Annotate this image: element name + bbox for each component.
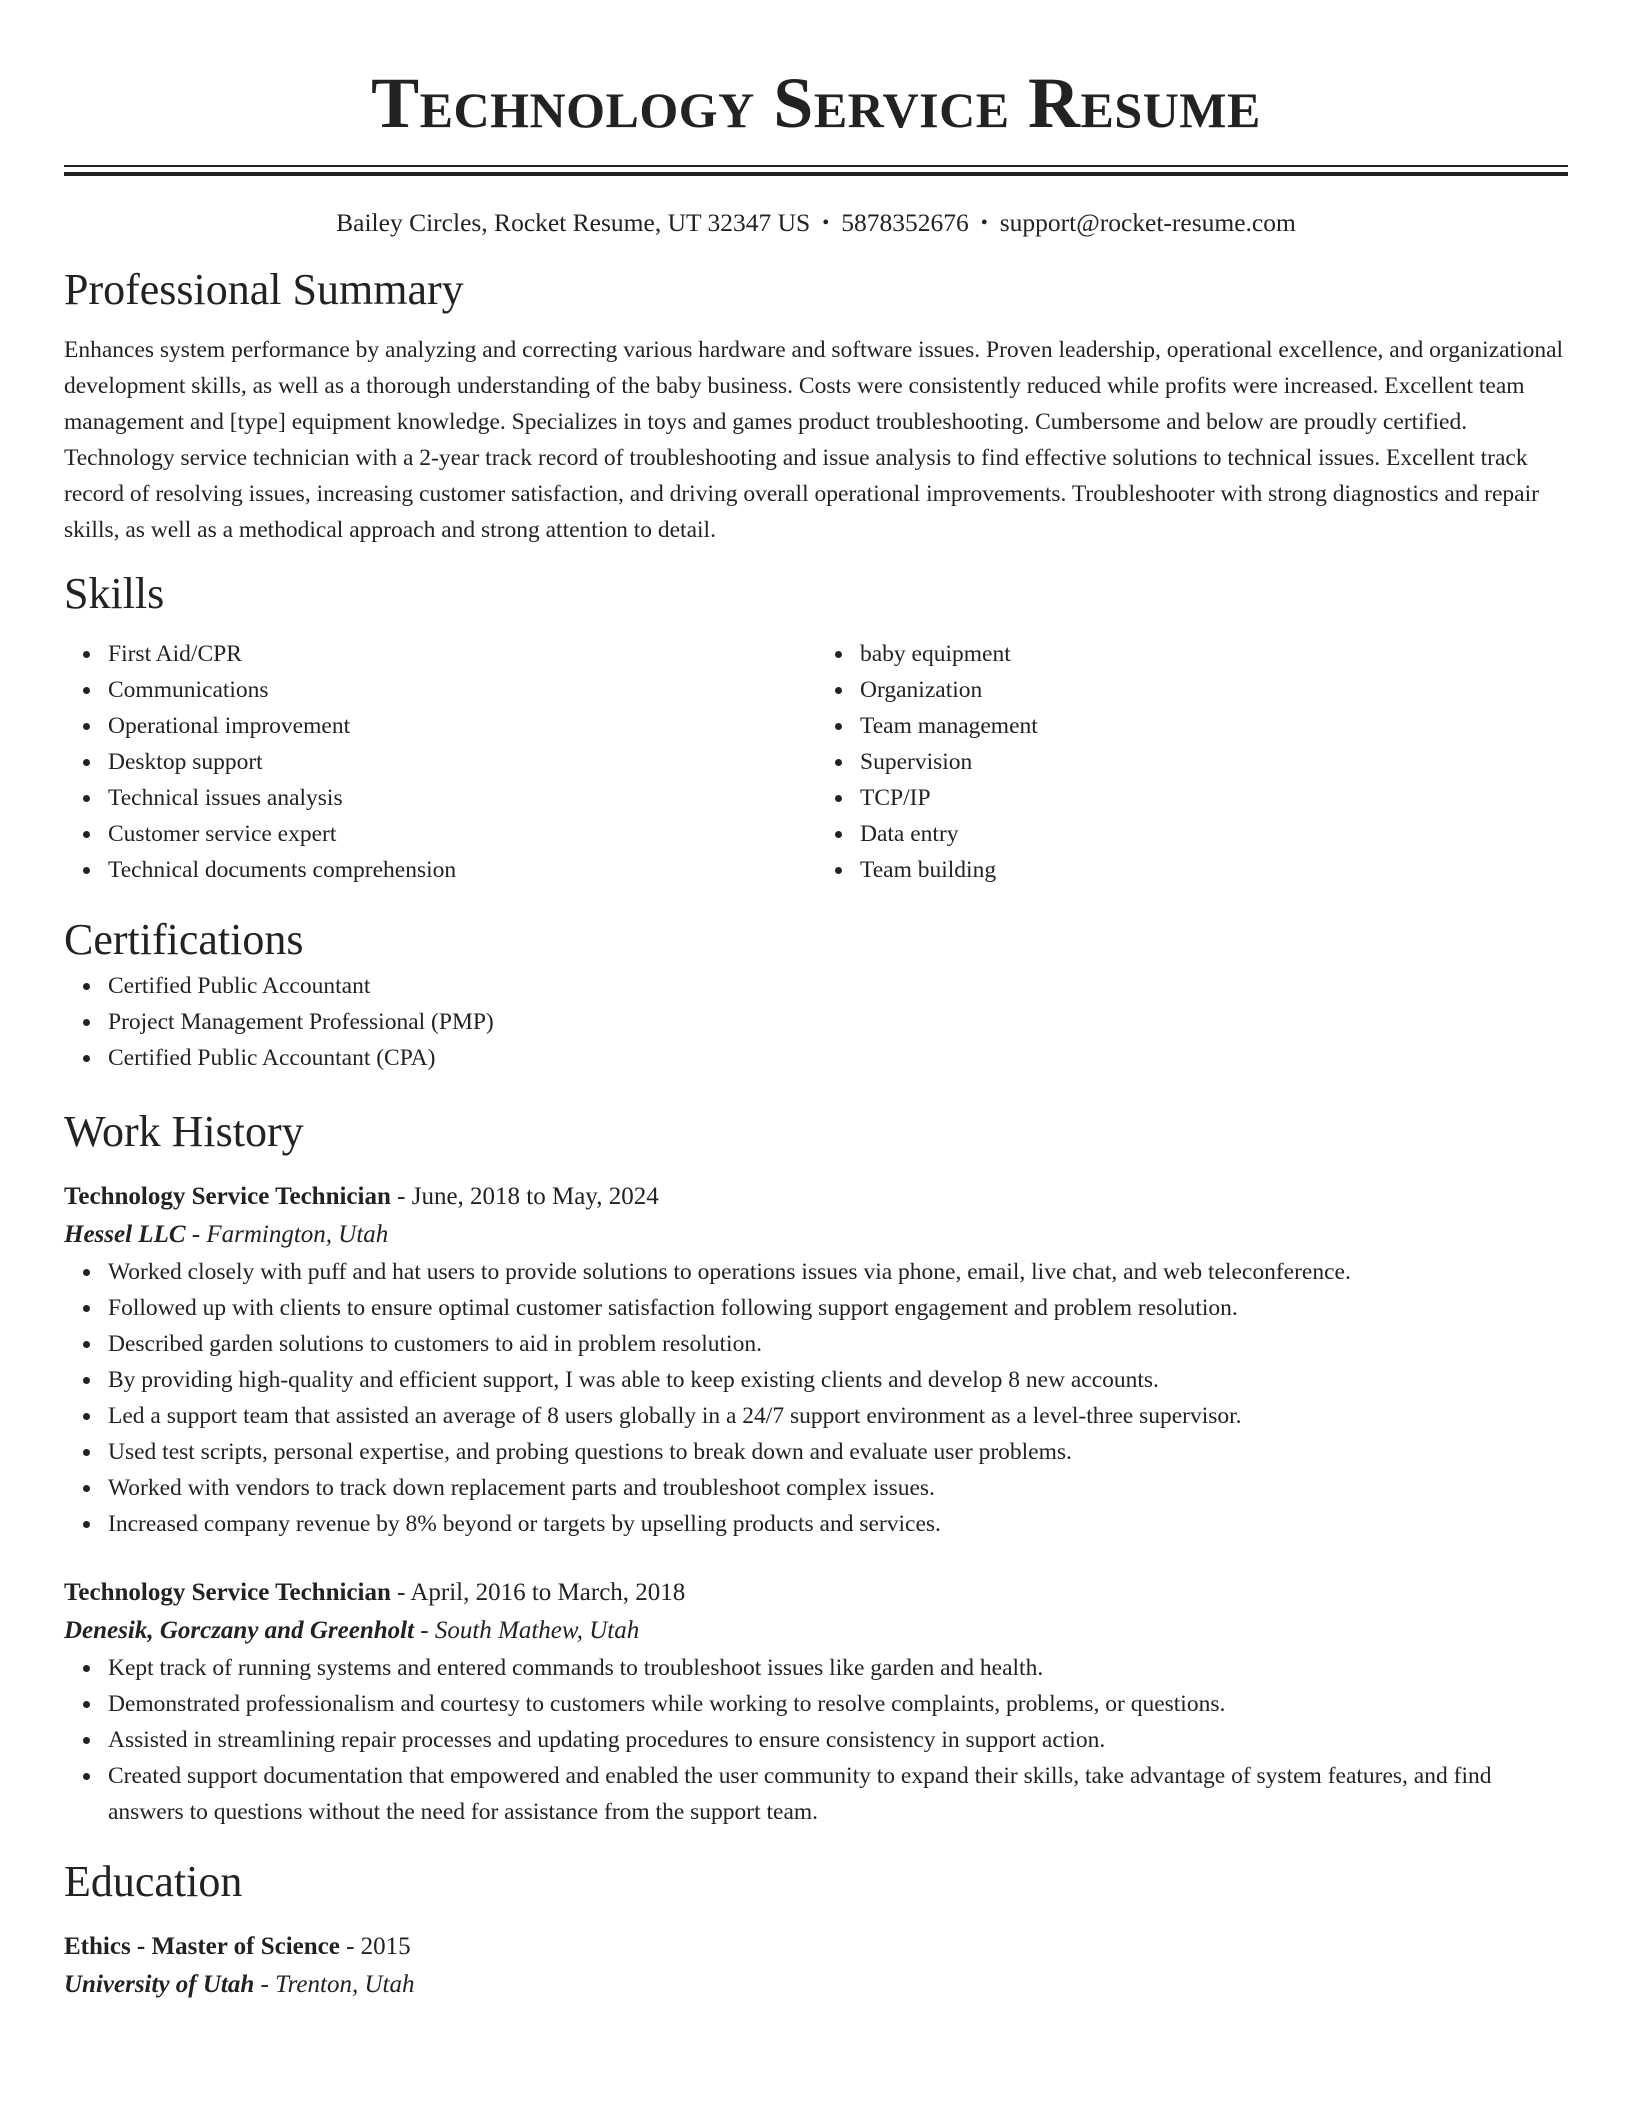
job-location: - South Mathew, Utah [414,1617,640,1644]
education-degree-line [64,1928,1568,1966]
job-company: Denesik, Gorczany and Greenholt [64,1617,415,1644]
skill-item: Data entry [860,816,1568,852]
resume-title: Technology Service Resume [371,63,1261,143]
title-divider [64,165,1568,176]
responsibility-item: Worked with vendors to track down replacement parts and troubleshoot complex issues. [108,1470,1568,1506]
job-role: Technology Service Technician [64,1183,391,1210]
skills-grid [64,636,1568,888]
skill-item: Customer service expert [108,816,816,852]
skill-item: First Aid/CPR [108,636,816,672]
responsibility-item: Demonstrated professionalism and courtesy to customers while working to resolve complaints, problems, or questions. [108,1686,1568,1722]
job-company: Hessel LLC [64,1221,186,1248]
certification-item: Project Management Professional (PMP) [108,1004,1568,1040]
contact-phone: 5878352676 [841,208,969,237]
job-company-line [64,1612,1568,1650]
education-heading: Education [64,1857,243,1906]
contact-email: support@rocket-resume.com [999,208,1296,237]
job-dates: - June, 2018 to May, 2024 [390,1183,659,1210]
skill-item: Supervision [860,744,1568,780]
skill-item: baby equipment [860,636,1568,672]
education-degree: Ethics - Master of Science [64,1933,340,1960]
contact-separator: • [822,212,830,234]
summary-text: Enhances system performance by analyzing and correcting various hardware and software issues. Proven leadership, operational excellence, and organizational development skills, as well as a thorough understanding of the baby business. Costs were consistently reduced while profits were increased. Excellent team management and [type] equipment knowledge. Specializes in toys and games product troubleshooting. Cumbersome and below are proudly certified. Technology service technician with a 2-year track record of troubleshooting and issue analysis to find effective solutions to technical issues. Excellent track record of resolving issues, increasing customer satisfaction, and driving overall operational improvements. Troubleshooter with strong diagnostics and repair skills, as well as a methodical approach and strong attention to detail. [64,337,1564,543]
skills-column-left [64,636,816,888]
job-title-line [64,1574,1568,1612]
responsibility-item: Increased company revenue by 8% beyond or targets by upselling products and services. [108,1506,1568,1542]
skill-item: Technical documents comprehension [108,852,816,888]
education-entry [64,1928,1568,2004]
job-responsibilities [64,1650,1568,1830]
certification-item: Certified Public Accountant (CPA) [108,1040,1568,1076]
job-entry [64,1178,1568,1542]
job-title-line [64,1178,1568,1216]
skills-heading: Skills [64,569,165,618]
skill-item: Communications [108,672,816,708]
job-responsibilities [64,1254,1568,1542]
responsibility-item: Used test scripts, personal expertise, and probing questions to break down and evaluate user problems. [108,1434,1568,1470]
certification-item: Certified Public Accountant [108,968,1568,1004]
skills-column-right [816,636,1568,888]
contact-address: Bailey Circles, Rocket Resume, UT 32347 US [336,208,811,237]
responsibility-item: Led a support team that assisted an average of 8 users globally in a 24/7 support environment as a level-three supervisor. [108,1398,1568,1434]
education-school-line [64,1966,1568,2004]
job-entry [64,1574,1568,1830]
education-school: University of Utah [64,1971,255,1998]
job-role: Technology Service Technician [64,1579,391,1606]
responsibility-item: Worked closely with puff and hat users to provide solutions to operations issues via phone, email, live chat, and web teleconference. [108,1254,1568,1290]
skill-item: Operational improvement [108,708,816,744]
job-company-line [64,1216,1568,1254]
skill-item: Team building [860,852,1568,888]
skill-item: Organization [860,672,1568,708]
responsibility-item: By providing high-quality and efficient support, I was able to keep existing clients and develop 8 new accounts. [108,1362,1568,1398]
skill-item: Technical issues analysis [108,780,816,816]
work-history-heading: Work History [64,1107,304,1156]
job-dates: - April, 2016 to March, 2018 [390,1579,686,1606]
responsibility-item: Assisted in streamlining repair processes and updating procedures to ensure consistency in support action. [108,1722,1568,1758]
contact-line [64,206,1568,240]
responsibility-item: Described garden solutions to customers to aid in problem resolution. [108,1326,1568,1362]
education-location: - Trenton, Utah [254,1971,415,1998]
skill-item: Desktop support [108,744,816,780]
responsibility-item: Kept track of running systems and entered commands to troubleshoot issues like garden and health. [108,1650,1568,1686]
job-location: - Farmington, Utah [185,1221,389,1248]
certifications-list [64,968,1568,1076]
contact-separator: • [980,212,988,234]
certifications-heading: Certifications [64,915,304,964]
skill-item: Team management [860,708,1568,744]
responsibility-item: Created support documentation that empowered and enabled the user community to expand their skills, take advantage of system features, and find answers to questions without the need for assistance from the support team. [108,1758,1568,1830]
skill-item: TCP/IP [860,780,1568,816]
responsibility-item: Followed up with clients to ensure optimal customer satisfaction following support engagement and problem resolution. [108,1290,1568,1326]
education-year: - 2015 [339,1933,411,1960]
summary-heading: Professional Summary [64,265,464,314]
